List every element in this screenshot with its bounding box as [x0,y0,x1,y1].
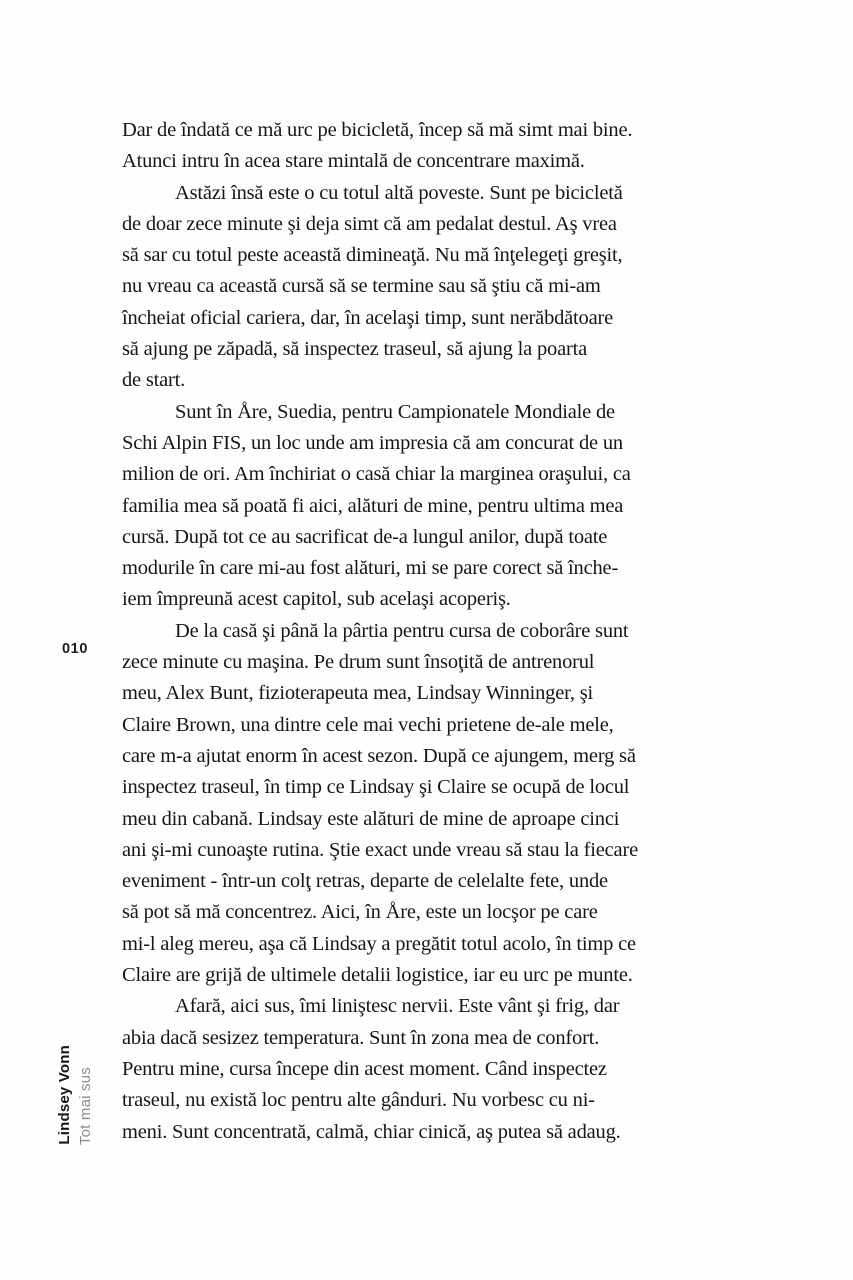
text-line: mi-l aleg mereu, aşa că Lindsay a pregătit totul acolo, în timp ce [122,932,636,955]
text-line: modurile în care mi-au fost alături, mi se pare corect să înche- [122,557,619,580]
text-line: Pentru mine, cursa începe din acest moment. Când inspectez [122,1057,607,1080]
page-number: 010 [62,641,88,657]
text-line: ani şi-mi cunoaşte rutina. Ştie exact unde vreau să stau la fiecare [122,838,638,861]
text-line: Schi Alpin FIS, un loc unde am impresia că am concurat de un [122,431,623,454]
text-line: eveniment - într-un colţ retras, departe de celelalte fete, unde [122,870,608,893]
text-line: care m-a ajutat enorm în acest sezon. După ce ajungem, merg să [122,744,636,767]
text-line: abia dacă sesizez temperatura. Sunt în zona mea de confort. [122,1026,600,1049]
text-line: Atunci intru în acea stare mintală de concentrare maximă. [122,150,585,173]
text-line: Claire Brown, una dintre cele mai vechi prietene de-ale mele, [122,713,614,736]
text-line: iem împreună acest capitol, sub acelaşi acoperiş. [122,588,511,611]
text-line: cursă. După tot ce au sacrificat de-a lungul anilor, după toate [122,525,608,548]
text-line: milion de ori. Am închiriat o casă chiar la marginea oraşului, ca [122,463,631,486]
text-line: meu din cabană. Lindsay este alături de mine de aproape cinci [122,807,620,830]
text-line: să pot să mă concentrez. Aici, în Åre, este un locşor pe care [122,901,598,924]
text-line: încheiat oficial cariera, dar, în acelaşi timp, sunt nerăbdătoare [122,306,614,329]
text-line: nu vreau ca această cursă să se termine sau să ştiu că mi-am [122,275,601,298]
text-line: traseul, nu există loc pentru alte gânduri. Nu vorbesc cu ni- [122,1089,595,1112]
text-line: De la casă şi până la pârtia pentru cursa de coborâre sunt [175,619,629,642]
margin-title-label: Tot mai sus [77,1066,94,1145]
text-line: de start. [122,369,186,392]
body-text [122,115,762,1148]
margin-spine-labels [55,1033,95,1145]
text-line: zece minute cu maşina. Pe drum sunt însoţită de antrenorul [122,651,595,674]
text-line: inspectez traseul, în timp ce Lindsay şi Claire se ocupă de locul [122,776,630,799]
text-line: de doar zece minute şi deja simt că am pedalat destul. Aş vrea [122,212,617,235]
text-line: Claire are grijă de ultimele detalii logistice, iar eu urc pe munte. [122,964,633,987]
text-line: Astăzi însă este o cu totul altă poveste. Sunt pe bicicletă [175,181,623,204]
text-line: Afară, aici sus, îmi liniştesc nervii. Este vânt şi frig, dar [175,995,620,1018]
text-line: Sunt în Åre, Suedia, pentru Campionatele Mondiale de [175,400,615,423]
margin-author-label: Lindsey Vonn [56,1045,73,1145]
text-line: familia mea să poată fi aici, alături de mine, pentru ultima mea [122,494,624,517]
text-line: meu, Alex Bunt, fizioterapeuta mea, Lindsay Winninger, şi [122,682,594,705]
text-line: să ajung pe zăpadă, să inspectez traseul, să ajung la poarta [122,338,587,361]
text-line: să sar cu totul peste această dimineaţă. Nu mă înţelegeţi greşit, [122,244,623,267]
text-line: Dar de îndată ce mă urc pe bicicletă, încep să mă simt mai bine. [122,119,633,141]
text-line: meni. Sunt concentrată, calmă, chiar cinică, aş putea să adaug. [122,1120,621,1143]
